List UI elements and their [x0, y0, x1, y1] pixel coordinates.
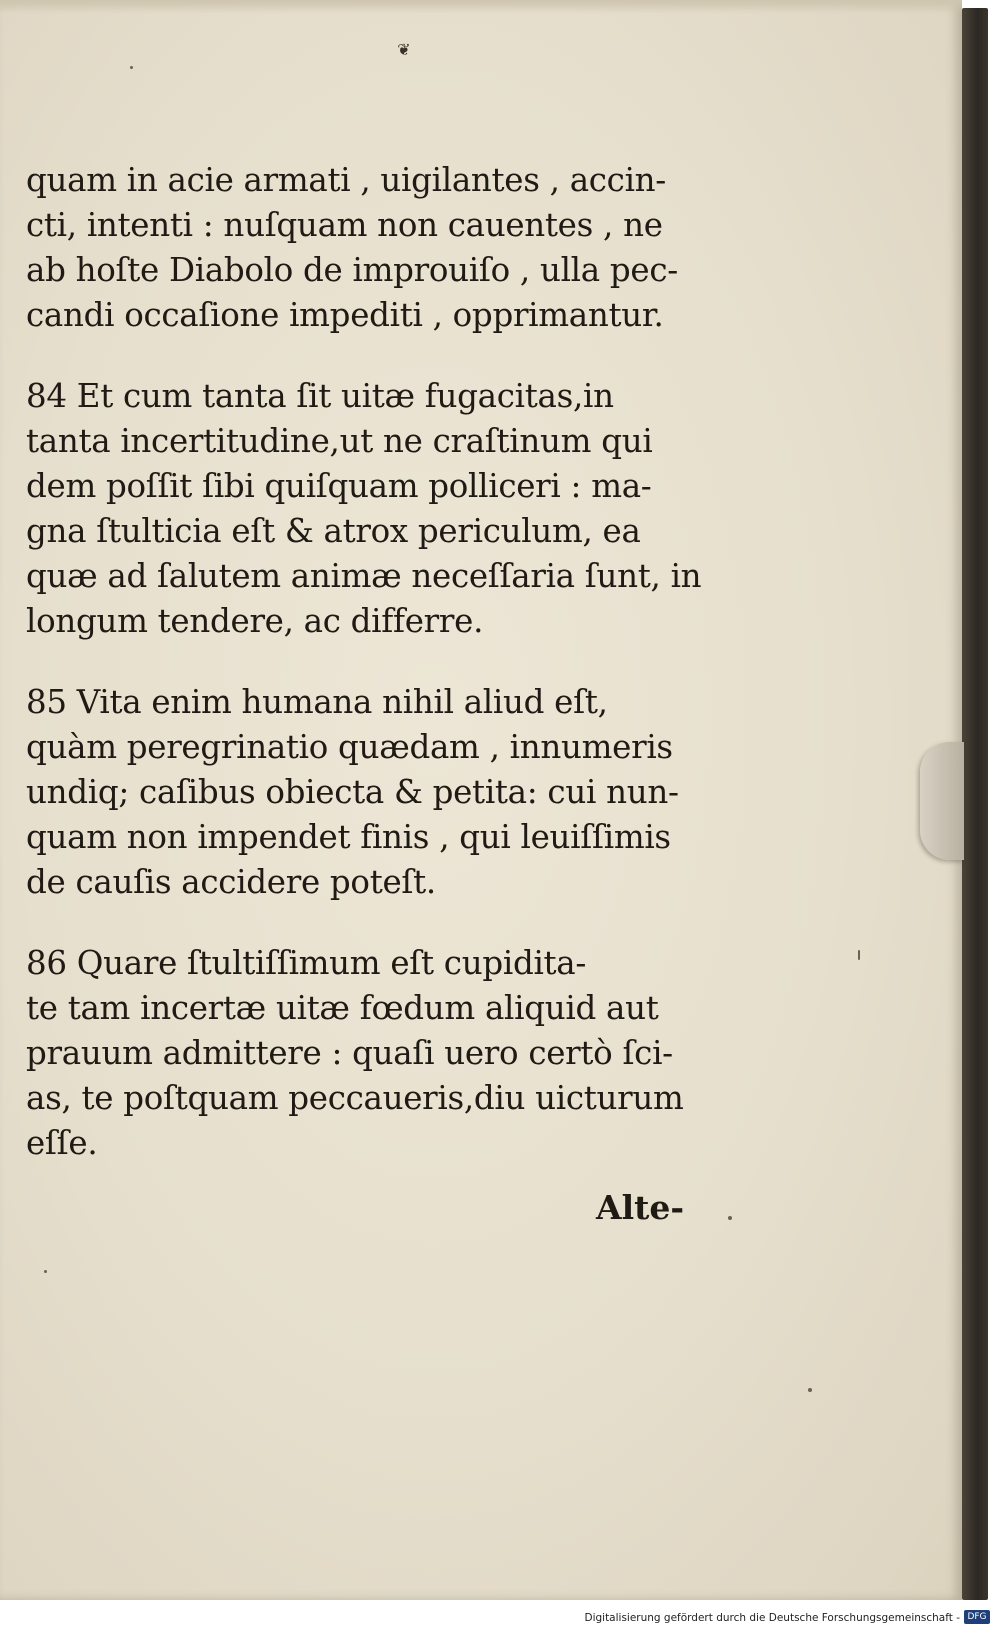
paper-speck	[858, 950, 860, 960]
text-line: dem poſſit ſibi quiſquam polliceri : ma-	[26, 467, 652, 505]
text-line: gna ſtulticia eſt & atrox periculum, ea	[26, 512, 641, 550]
text-line: longum tendere, ac differre.	[26, 602, 484, 640]
text-line: eſſe.	[26, 1124, 98, 1162]
text-line: quam non impendet finis , qui leuiſſimis	[26, 818, 671, 856]
paragraph-84	[26, 374, 706, 644]
ornament-icon: ❦	[397, 40, 411, 59]
catchword: Alte-	[596, 1188, 685, 1227]
text-line: 86 Quare ſtultiſſimum eſt cupidita-	[26, 944, 587, 982]
text-line: cti, intenti : nuſquam non cauentes , ne	[26, 206, 663, 244]
paper-speck	[808, 1388, 812, 1392]
text-line: quam in acie armati , uigilantes , accin-	[26, 161, 666, 199]
text-line: te tam incertæ uitæ fœdum aliquid aut	[26, 989, 659, 1027]
text-line: candi occaſione impediti , opprimantur.	[26, 296, 664, 334]
paper-speck	[44, 1270, 47, 1273]
paper-speck	[728, 1216, 732, 1220]
paragraph-85	[26, 680, 706, 905]
dfg-logo: DFG	[964, 1610, 990, 1624]
text-line: quàm peregrinatio quædam , innumeris	[26, 728, 673, 766]
page-text	[26, 158, 706, 1166]
digitization-credit: Digitalisierung gefördert durch die Deutsche Forschungsgemeinschaft -	[584, 1612, 960, 1624]
paragraph-86	[26, 941, 706, 1166]
text-line: quæ ad ſalutem animæ neceſſaria ſunt, in	[26, 557, 702, 595]
paper-speck	[130, 66, 133, 69]
text-line: 84 Et cum tanta ſit uitæ fugacitas,in	[26, 377, 614, 415]
page-top-shadow	[0, 0, 962, 14]
page-clip	[920, 742, 964, 860]
text-line: prauum admittere : quaſi uero certò ſci-	[26, 1034, 673, 1072]
text-line: undiq; caſibus obiecta & petita: cui nun-	[26, 773, 679, 811]
text-line: tanta incertitudine,ut ne craſtinum qui	[26, 422, 653, 460]
text-line: ab hoſte Diabolo de improuiſo , ulla pec-	[26, 251, 678, 289]
book-cover-edge	[962, 8, 988, 1600]
text-line: de cauſis accidere poteſt.	[26, 863, 436, 901]
paragraph-continuation	[26, 158, 706, 338]
text-line: as, te poſtquam peccaueris,diu uicturum	[26, 1079, 684, 1117]
text-line: 85 Vita enim humana nihil aliud eſt,	[26, 683, 608, 721]
